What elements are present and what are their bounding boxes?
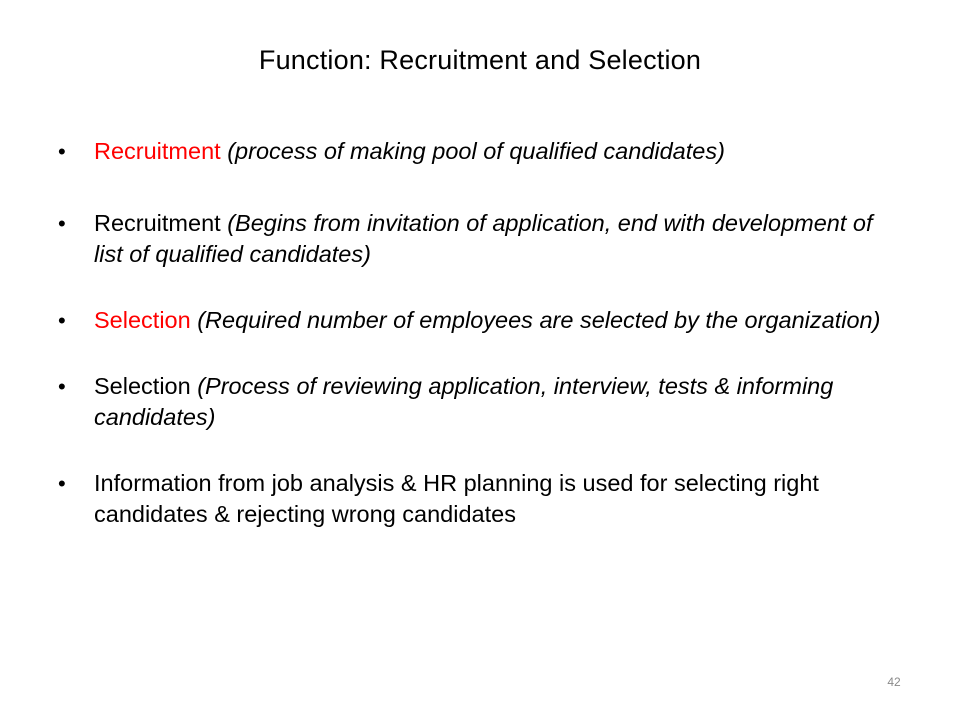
bullet-lead: Recruitment — [94, 210, 221, 236]
bullet-item-recruitment-definition — [58, 136, 898, 167]
slide-title: Function: Recruitment and Selection — [258, 45, 702, 75]
bullet-item-recruitment-process — [58, 208, 898, 270]
bullet-detail: (Required number of employees are selected by the organization) — [197, 307, 881, 333]
bullet-icon: • — [58, 308, 66, 333]
bullet-icon: • — [58, 139, 66, 164]
bullet-icon: • — [58, 374, 66, 399]
bullet-lead: Recruitment — [94, 138, 221, 164]
bullet-detail: (process of making pool of qualified candidates) — [227, 138, 725, 164]
bullet-lead: Information from job analysis & HR planning is used for selecting right candidates & rejecting wrong candidates — [94, 470, 819, 527]
bullet-icon: • — [58, 211, 66, 236]
bullet-detail: (Process of reviewing application, interview, tests & informing candidates) — [94, 373, 834, 430]
bullet-lead: Selection — [94, 307, 191, 333]
bullet-detail: (Begins from invitation of application, end with development of list of qualified candidates) — [94, 210, 873, 267]
bullet-item-selection-process — [58, 371, 898, 433]
bullet-item-information-use — [58, 468, 898, 530]
page-number: 42 — [887, 675, 901, 689]
bullet-lead: Selection — [94, 373, 191, 399]
bullet-icon: • — [58, 471, 66, 496]
bullet-list — [58, 136, 898, 571]
bullet-item-selection-definition — [58, 305, 898, 336]
